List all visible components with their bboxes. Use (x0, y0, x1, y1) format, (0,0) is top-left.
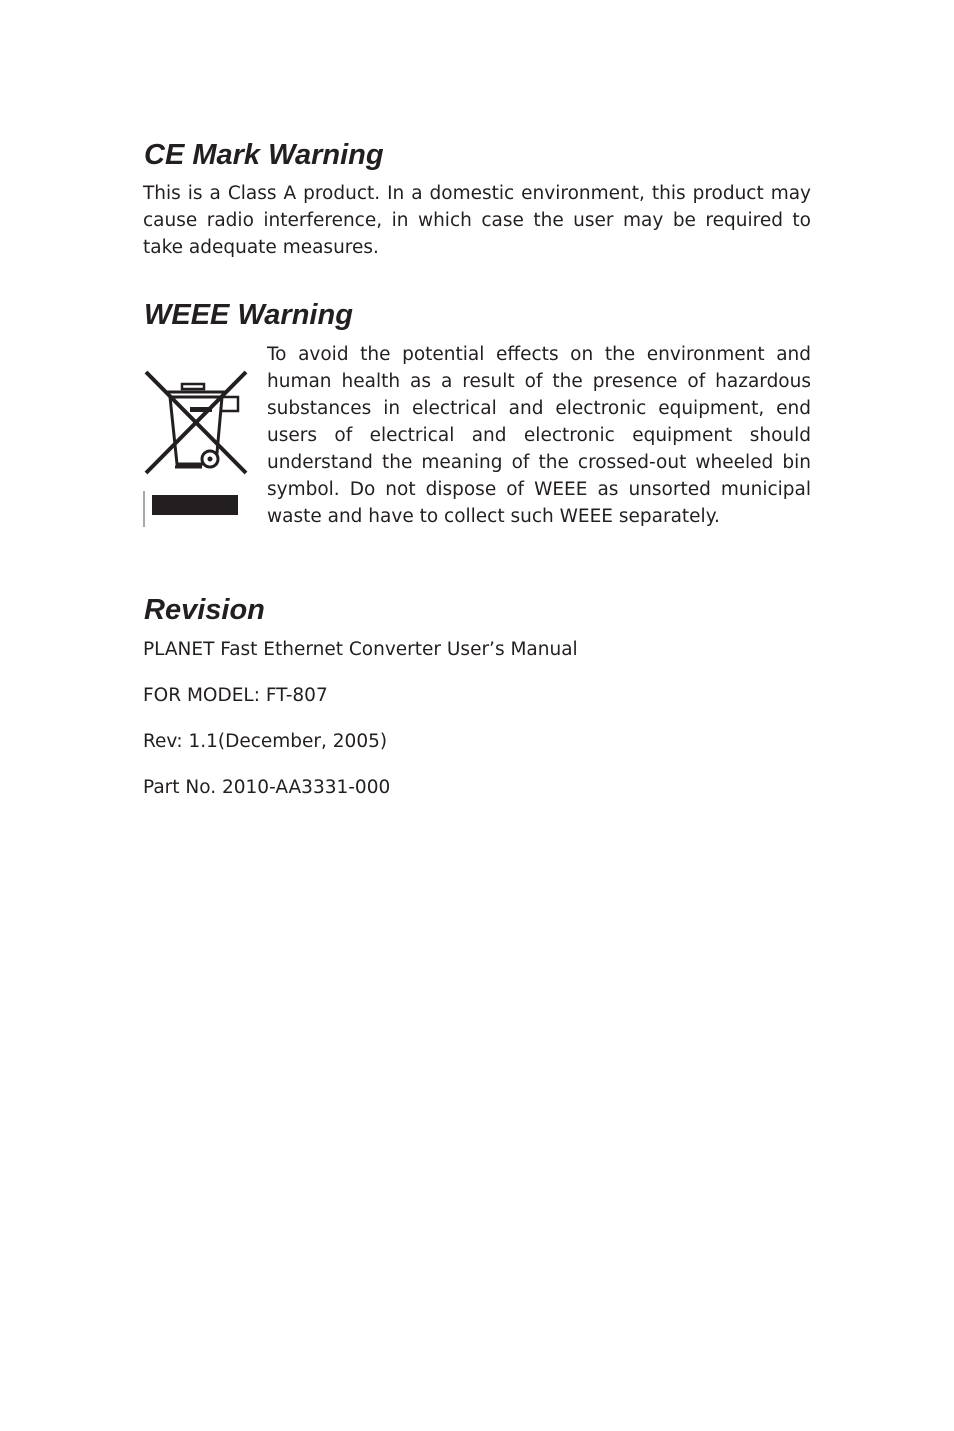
weee-heading: WEEE Warning (144, 299, 353, 331)
revision-heading: Revision (144, 594, 265, 626)
model-line: FOR MODEL: FT-807 (143, 685, 328, 706)
crossed-out-wheeled-bin-icon (142, 367, 250, 529)
weee-paragraph: To avoid the potential effects on the environment and human health as a result of the presence of hazardous substances in electrical and electronic equipment, end users of electrical and electronic equipment should understand the meaning of the crossed-out wheeled bin symbol. Do not dispose of WEEE as unsorted municipal waste and have to collect such WEEE separately. (267, 344, 811, 527)
revision-number-line: Rev: 1.1(December, 2005) (143, 731, 388, 752)
ce-mark-paragraph: This is a Class A product. In a domestic environment, this product may cause radio interference, in which case the user may be required to take adequate measures. (143, 183, 811, 258)
part-number-line: Part No. 2010-AA3331-000 (143, 777, 391, 798)
manual-title-line: PLANET Fast Ethernet Converter User’s Manual (143, 639, 578, 660)
ce-mark-heading: CE Mark Warning (144, 139, 384, 171)
